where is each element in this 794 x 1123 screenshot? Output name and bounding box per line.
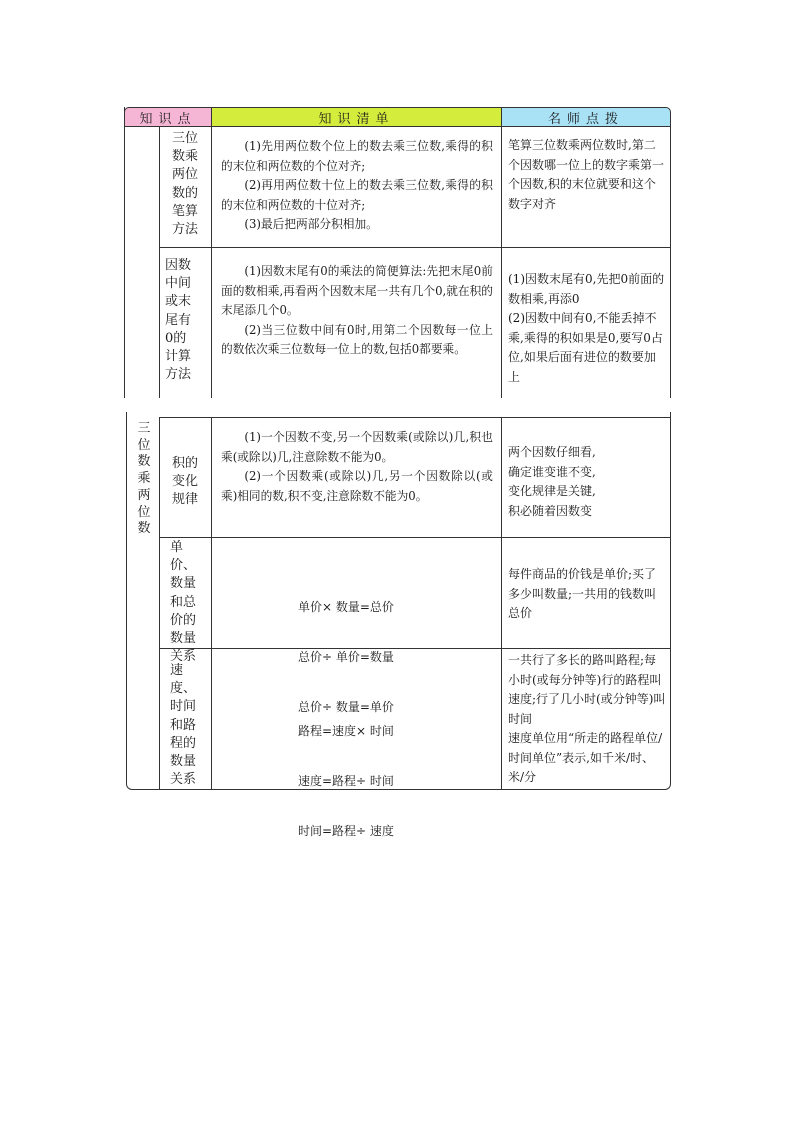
content-line: (3)最后把两部分积相加。 bbox=[244, 217, 378, 231]
tip-line: (1)因数末尾有0,先把0前面的数相乘,再添0 bbox=[508, 272, 665, 306]
formula-line: 单价× 数量=总价 bbox=[298, 600, 394, 615]
grid-col-divider-1 bbox=[211, 417, 212, 790]
content-line: (1)因数末尾有0的乘法的简便算法:先把末尾0前面的数相乘,再看两个因数末尾一共有几个0,就在积的末尾添几个0。 bbox=[221, 264, 493, 317]
header-knowledge-point: 知识点 bbox=[124, 107, 211, 127]
tip-written-method bbox=[508, 136, 666, 214]
grid-col-divider-2 bbox=[501, 127, 502, 398]
chapter-title: 三位数乘两位数 bbox=[137, 421, 151, 537]
tip-product-rule bbox=[508, 443, 666, 521]
grid-col-divider-1 bbox=[211, 127, 212, 398]
tip-line: 变化规律是关键, bbox=[508, 484, 596, 498]
content-line: (2)再用两位数十位上的数去乘三位数,乘得的积的末位和两位数的十位对齐; bbox=[221, 178, 493, 212]
formula-line: 路程=速度× 时间 bbox=[298, 724, 394, 739]
tip-line: (2)因数中间有0,不能丢掉不乘,乘得的积如果是0,要写0占位,如果后面有进位的数要加上 bbox=[508, 311, 663, 384]
grid-chapter-divider bbox=[159, 127, 160, 398]
grid-left bbox=[124, 107, 125, 398]
tip-line: 一共行了多长的路叫路程;每小时(或每分钟等)行的路程叫速度;行了几小时(或分钟等)叫时间 bbox=[508, 653, 666, 726]
content-line: (1)一个因数不变,另一个因数乘(或除以)几,积也乘(或除以)几,注意除数不能为0。 bbox=[221, 430, 493, 464]
tip-zero-cases bbox=[508, 270, 666, 387]
content-speed-relation bbox=[298, 690, 394, 873]
grid-row-divider bbox=[159, 648, 671, 649]
content-line: (2)一个因数乘(或除以)几,另一个因数除以(或乘)相同的数,积不变,注意除数不能为0。 bbox=[221, 469, 493, 503]
formula-line: 总价÷ 数量=单价 bbox=[298, 699, 394, 714]
content-zero-cases bbox=[221, 262, 493, 360]
topic-product-rule: 积的变化规律 bbox=[172, 456, 199, 508]
formula-line: 总价÷ 单价=数量 bbox=[298, 649, 394, 664]
tip-price-relation bbox=[508, 565, 666, 624]
grid-right bbox=[670, 127, 671, 398]
tip-line: 确定谁变谁不变, bbox=[508, 464, 596, 479]
content-line: (1)先用两位数个位上的数去乘三位数,乘得的积的末位和两位数的个位对齐; bbox=[221, 139, 493, 173]
grid-row-divider bbox=[159, 247, 671, 248]
header-knowledge-list: 知识清单 bbox=[211, 107, 501, 127]
topic-written-method: 三位数乘两位数的笔算方法 bbox=[172, 131, 199, 238]
header-teacher-tips: 名师点拨 bbox=[501, 107, 671, 127]
bottom-table bbox=[0, 400, 794, 838]
tip-line: 速度单位用“所走的路程单位/时间单位”表示,如千米/时、米/分 bbox=[508, 731, 663, 784]
topic-speed-relation: 速度、时间和路程的数量关系 bbox=[170, 663, 197, 788]
topic-price-relation: 单价、数量和总价的数量关系 bbox=[170, 540, 197, 665]
content-written-method bbox=[221, 137, 493, 235]
tip-line: 笔算三位数乘两位数时,第二个因数哪一位上的数字乘第一个因数,积的末位就要和这个数字对齐 bbox=[508, 138, 665, 211]
tip-speed-relation bbox=[508, 651, 666, 788]
grid-col-divider-2 bbox=[501, 417, 502, 790]
grid-top bbox=[159, 417, 671, 418]
tip-line: 每件商品的价钱是单价;买了多少叫数量;一共用的钱数叫总价 bbox=[508, 567, 657, 620]
content-product-rule bbox=[221, 428, 493, 506]
topic-zero-cases: 因数中间或末尾有0的计算方法 bbox=[165, 258, 192, 383]
tip-line: 积必随着因数变 bbox=[508, 503, 593, 518]
top-table bbox=[0, 0, 794, 400]
formula-line: 速度=路程÷ 时间 bbox=[298, 773, 394, 788]
grid-row-divider bbox=[159, 537, 671, 538]
grid-chapter-divider bbox=[159, 417, 160, 790]
formula-line: 时间=路程÷ 速度 bbox=[298, 823, 394, 838]
content-line: (2)当三位数中间有0时,用第二个因数每一位上的数依次乘三位数每一位上的数,包括0都要乘。 bbox=[221, 322, 493, 356]
tip-line: 两个因数仔细看, bbox=[508, 445, 596, 459]
